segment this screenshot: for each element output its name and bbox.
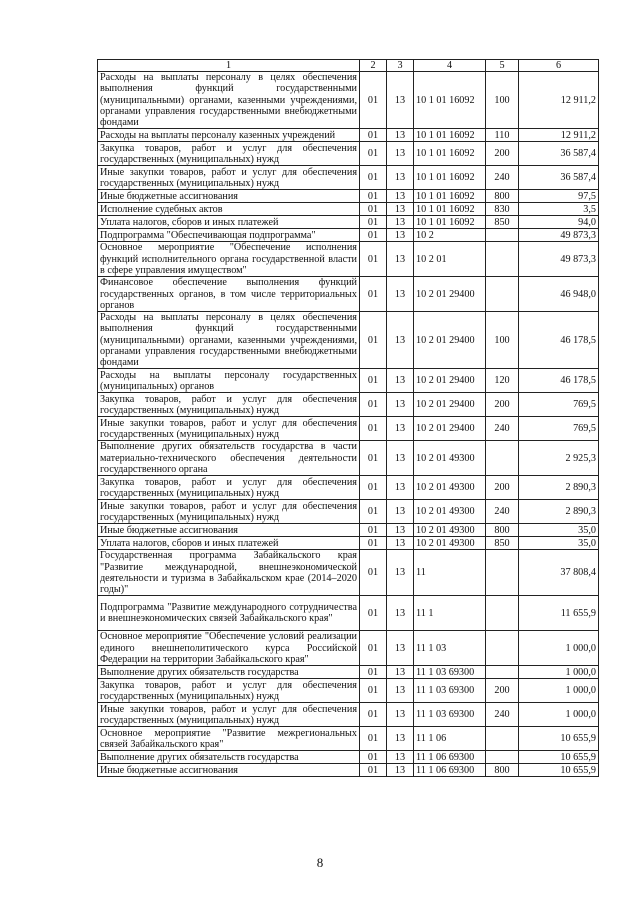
- row-expense-type: 850: [486, 537, 519, 550]
- table-row: [98, 703, 599, 727]
- row-target-code: 10 2 01 49300: [414, 524, 486, 537]
- row-target-code: 11 1 03 69300: [414, 679, 486, 703]
- row-target-code: 11 1 03 69300: [414, 666, 486, 679]
- table-row: [98, 524, 599, 537]
- table-row: [98, 312, 599, 369]
- row-subsection: 13: [387, 277, 414, 312]
- row-subsection: 13: [387, 441, 414, 476]
- row-amount: 11 655,9: [519, 596, 599, 631]
- table-row: [98, 476, 599, 500]
- row-amount: 97,5: [519, 190, 599, 203]
- row-expense-type: 200: [486, 476, 519, 500]
- row-section: 01: [360, 537, 387, 550]
- row-name: Основное мероприятие "Обеспечение исполнения функций исполнительного органа государственной власти в сфере управления имуществом": [98, 242, 360, 277]
- row-amount: 12 911,2: [519, 72, 599, 129]
- row-section: 01: [360, 203, 387, 216]
- row-target-code: 10 1 01 16092: [414, 166, 486, 190]
- table-row: [98, 727, 599, 751]
- row-subsection: 13: [387, 369, 414, 393]
- row-target-code: 10 2 01 29400: [414, 277, 486, 312]
- row-section: 01: [360, 703, 387, 727]
- row-target-code: 11 1 06 69300: [414, 764, 486, 777]
- row-section: 01: [360, 441, 387, 476]
- row-subsection: 13: [387, 537, 414, 550]
- row-section: 01: [360, 417, 387, 441]
- table-row: [98, 631, 599, 666]
- row-name: Выполнение других обязательств государства: [98, 751, 360, 764]
- row-name: Выполнение других обязательств государства: [98, 666, 360, 679]
- row-amount: 94,0: [519, 216, 599, 229]
- row-amount: 37 808,4: [519, 550, 599, 596]
- table-row: [98, 72, 599, 129]
- table-row: [98, 142, 599, 166]
- row-expense-type: [486, 550, 519, 596]
- table-row: [98, 596, 599, 631]
- row-name: Подпрограмма "Обеспечивающая подпрограмма": [98, 229, 360, 242]
- row-name: Закупка товаров, работ и услуг для обеспечения государственных (муниципальных) нужд: [98, 679, 360, 703]
- row-section: 01: [360, 666, 387, 679]
- row-name: Финансовое обеспечение выполнения функций государственных органов, в том числе территориальных органов: [98, 277, 360, 312]
- row-expense-type: 120: [486, 369, 519, 393]
- row-expense-type: 240: [486, 703, 519, 727]
- row-amount: 49 873,3: [519, 229, 599, 242]
- table-row: [98, 242, 599, 277]
- header-col-3: 3: [387, 60, 414, 72]
- row-expense-type: 110: [486, 129, 519, 142]
- row-expense-type: [486, 596, 519, 631]
- row-amount: 1 000,0: [519, 679, 599, 703]
- table-row: [98, 764, 599, 777]
- header-col-6: 6: [519, 60, 599, 72]
- row-target-code: 10 1 01 16092: [414, 72, 486, 129]
- row-section: 01: [360, 142, 387, 166]
- table-row: [98, 550, 599, 596]
- table-row: [98, 751, 599, 764]
- row-subsection: 13: [387, 142, 414, 166]
- row-expense-type: 830: [486, 203, 519, 216]
- row-amount: 769,5: [519, 417, 599, 441]
- row-subsection: 13: [387, 242, 414, 277]
- row-section: 01: [360, 476, 387, 500]
- row-amount: 1 000,0: [519, 631, 599, 666]
- row-expense-type: 240: [486, 166, 519, 190]
- row-name: Закупка товаров, работ и услуг для обеспечения государственных (муниципальных) нужд: [98, 393, 360, 417]
- row-section: 01: [360, 72, 387, 129]
- table-row: [98, 166, 599, 190]
- row-name: Расходы на выплаты персоналу государственных (муниципальных) органов: [98, 369, 360, 393]
- row-section: 01: [360, 312, 387, 369]
- row-amount: 12 911,2: [519, 129, 599, 142]
- row-subsection: 13: [387, 751, 414, 764]
- row-section: 01: [360, 166, 387, 190]
- row-target-code: 10 2: [414, 229, 486, 242]
- row-section: 01: [360, 727, 387, 751]
- row-subsection: 13: [387, 764, 414, 777]
- row-expense-type: 800: [486, 764, 519, 777]
- row-subsection: 13: [387, 524, 414, 537]
- row-target-code: 10 1 01 16092: [414, 129, 486, 142]
- row-subsection: 13: [387, 550, 414, 596]
- row-target-code: 11 1 03: [414, 631, 486, 666]
- row-section: 01: [360, 550, 387, 596]
- row-amount: 10 655,9: [519, 751, 599, 764]
- row-name: Иные бюджетные ассигнования: [98, 764, 360, 777]
- header-col-2: 2: [360, 60, 387, 72]
- row-expense-type: 240: [486, 417, 519, 441]
- row-name: Подпрограмма "Развитие международного сотрудничества и внешнеэкономических связей Забайкальского края": [98, 596, 360, 631]
- row-name: Иные бюджетные ассигнования: [98, 524, 360, 537]
- row-section: 01: [360, 679, 387, 703]
- row-amount: 36 587,4: [519, 142, 599, 166]
- row-subsection: 13: [387, 312, 414, 369]
- row-name: Основное мероприятие "Обеспечение условий реализации единого внешнеполитического курса Российской Федерации на территории Забайкальского края": [98, 631, 360, 666]
- row-expense-type: 200: [486, 679, 519, 703]
- row-target-code: 10 1 01 16092: [414, 216, 486, 229]
- row-subsection: 13: [387, 72, 414, 129]
- row-amount: 2 890,3: [519, 500, 599, 524]
- table-row: [98, 277, 599, 312]
- table-header-row: [98, 60, 599, 72]
- row-name: Иные закупки товаров, работ и услуг для обеспечения государственных (муниципальных) нужд: [98, 166, 360, 190]
- row-target-code: 11: [414, 550, 486, 596]
- row-name: Уплата налогов, сборов и иных платежей: [98, 216, 360, 229]
- row-name: Закупка товаров, работ и услуг для обеспечения государственных (муниципальных) нужд: [98, 476, 360, 500]
- row-target-code: 11 1 03 69300: [414, 703, 486, 727]
- row-amount: 10 655,9: [519, 727, 599, 751]
- row-expense-type: 800: [486, 190, 519, 203]
- row-amount: 35,0: [519, 537, 599, 550]
- row-section: 01: [360, 229, 387, 242]
- row-name: Иные бюджетные ассигнования: [98, 190, 360, 203]
- row-target-code: 10 2 01 49300: [414, 537, 486, 550]
- row-subsection: 13: [387, 203, 414, 216]
- row-target-code: 10 2 01 29400: [414, 312, 486, 369]
- row-name: Расходы на выплаты персоналу в целях обеспечения выполнения функций государственными (муниципальными) органами, казенными учреждениями, органами управления государственными внебюджетными фондами: [98, 72, 360, 129]
- row-section: 01: [360, 500, 387, 524]
- row-expense-type: [486, 242, 519, 277]
- row-subsection: 13: [387, 476, 414, 500]
- row-expense-type: 100: [486, 72, 519, 129]
- row-amount: 35,0: [519, 524, 599, 537]
- row-subsection: 13: [387, 727, 414, 751]
- row-section: 01: [360, 596, 387, 631]
- table-row: [98, 679, 599, 703]
- row-amount: 1 000,0: [519, 666, 599, 679]
- row-target-code: 10 2 01 49300: [414, 500, 486, 524]
- row-amount: 2 925,3: [519, 441, 599, 476]
- row-section: 01: [360, 216, 387, 229]
- table-row: [98, 393, 599, 417]
- row-target-code: 10 2 01 29400: [414, 369, 486, 393]
- row-name: Уплата налогов, сборов и иных платежей: [98, 537, 360, 550]
- table-row: [98, 129, 599, 142]
- row-subsection: 13: [387, 596, 414, 631]
- row-amount: 46 948,0: [519, 277, 599, 312]
- row-expense-type: 200: [486, 393, 519, 417]
- row-target-code: 10 1 01 16092: [414, 190, 486, 203]
- table-row: [98, 203, 599, 216]
- row-expense-type: [486, 666, 519, 679]
- row-subsection: 13: [387, 216, 414, 229]
- row-name: Иные закупки товаров, работ и услуг для обеспечения государственных (муниципальных) нужд: [98, 417, 360, 441]
- table-row: [98, 369, 599, 393]
- header-col-4: 4: [414, 60, 486, 72]
- row-amount: 3,5: [519, 203, 599, 216]
- page-number: 8: [316, 855, 324, 870]
- row-target-code: 10 1 01 16092: [414, 142, 486, 166]
- row-amount: 769,5: [519, 393, 599, 417]
- row-section: 01: [360, 751, 387, 764]
- row-section: 01: [360, 190, 387, 203]
- row-target-code: 10 1 01 16092: [414, 203, 486, 216]
- row-expense-type: [486, 277, 519, 312]
- row-expense-type: [486, 441, 519, 476]
- row-subsection: 13: [387, 679, 414, 703]
- row-amount: 46 178,5: [519, 369, 599, 393]
- row-subsection: 13: [387, 166, 414, 190]
- table-row: [98, 537, 599, 550]
- row-target-code: 10 2 01 49300: [414, 441, 486, 476]
- table-row: [98, 500, 599, 524]
- row-expense-type: 200: [486, 142, 519, 166]
- table-row: [98, 441, 599, 476]
- row-amount: 10 655,9: [519, 764, 599, 777]
- row-name: Иные закупки товаров, работ и услуг для обеспечения государственных (муниципальных) нужд: [98, 703, 360, 727]
- row-name: Исполнение судебных актов: [98, 203, 360, 216]
- row-section: 01: [360, 631, 387, 666]
- table-row: [98, 190, 599, 203]
- row-target-code: 10 2 01 29400: [414, 417, 486, 441]
- table-row: [98, 216, 599, 229]
- row-name: Основное мероприятие "Развитие межрегиональных связей Забайкальского края": [98, 727, 360, 751]
- table-row: [98, 417, 599, 441]
- row-target-code: 10 2 01 29400: [414, 393, 486, 417]
- row-section: 01: [360, 764, 387, 777]
- row-name: Расходы на выплаты персоналу казенных учреждений: [98, 129, 360, 142]
- table-row: [98, 666, 599, 679]
- row-subsection: 13: [387, 703, 414, 727]
- row-target-code: 11 1: [414, 596, 486, 631]
- row-target-code: 10 2 01 49300: [414, 476, 486, 500]
- row-target-code: 11 1 06: [414, 727, 486, 751]
- row-expense-type: [486, 229, 519, 242]
- row-amount: 2 890,3: [519, 476, 599, 500]
- row-name: Закупка товаров, работ и услуг для обеспечения государственных (муниципальных) нужд: [98, 142, 360, 166]
- row-section: 01: [360, 369, 387, 393]
- budget-table: [97, 59, 599, 777]
- row-expense-type: [486, 631, 519, 666]
- row-expense-type: [486, 727, 519, 751]
- row-expense-type: 240: [486, 500, 519, 524]
- row-name: Выполнение других обязательств государства в части материально-технического обеспечения деятельности государственного органа: [98, 441, 360, 476]
- row-amount: 1 000,0: [519, 703, 599, 727]
- row-section: 01: [360, 129, 387, 142]
- row-expense-type: 850: [486, 216, 519, 229]
- row-subsection: 13: [387, 393, 414, 417]
- header-col-1: 1: [98, 60, 360, 72]
- row-name: Расходы на выплаты персоналу в целях обеспечения выполнения функций государственными (муниципальными) органами, казенными учреждениями, органами управления государственными внебюджетными фондами: [98, 312, 360, 369]
- row-expense-type: 800: [486, 524, 519, 537]
- row-name: Государственная программа Забайкальского края "Развитие международной, внешнеэкономической деятельности и туризма в Забайкальском крае (2014–2020 годы)": [98, 550, 360, 596]
- row-amount: 36 587,4: [519, 166, 599, 190]
- row-name: Иные закупки товаров, работ и услуг для обеспечения государственных (муниципальных) нужд: [98, 500, 360, 524]
- row-subsection: 13: [387, 229, 414, 242]
- row-subsection: 13: [387, 129, 414, 142]
- row-subsection: 13: [387, 631, 414, 666]
- row-subsection: 13: [387, 417, 414, 441]
- header-col-5: 5: [486, 60, 519, 72]
- row-amount: 49 873,3: [519, 242, 599, 277]
- row-expense-type: 100: [486, 312, 519, 369]
- row-expense-type: [486, 751, 519, 764]
- row-section: 01: [360, 277, 387, 312]
- row-amount: 46 178,5: [519, 312, 599, 369]
- row-section: 01: [360, 524, 387, 537]
- row-section: 01: [360, 393, 387, 417]
- row-target-code: 11 1 06 69300: [414, 751, 486, 764]
- row-subsection: 13: [387, 666, 414, 679]
- table-row: [98, 229, 599, 242]
- row-section: 01: [360, 242, 387, 277]
- row-target-code: 10 2 01: [414, 242, 486, 277]
- row-subsection: 13: [387, 190, 414, 203]
- row-subsection: 13: [387, 500, 414, 524]
